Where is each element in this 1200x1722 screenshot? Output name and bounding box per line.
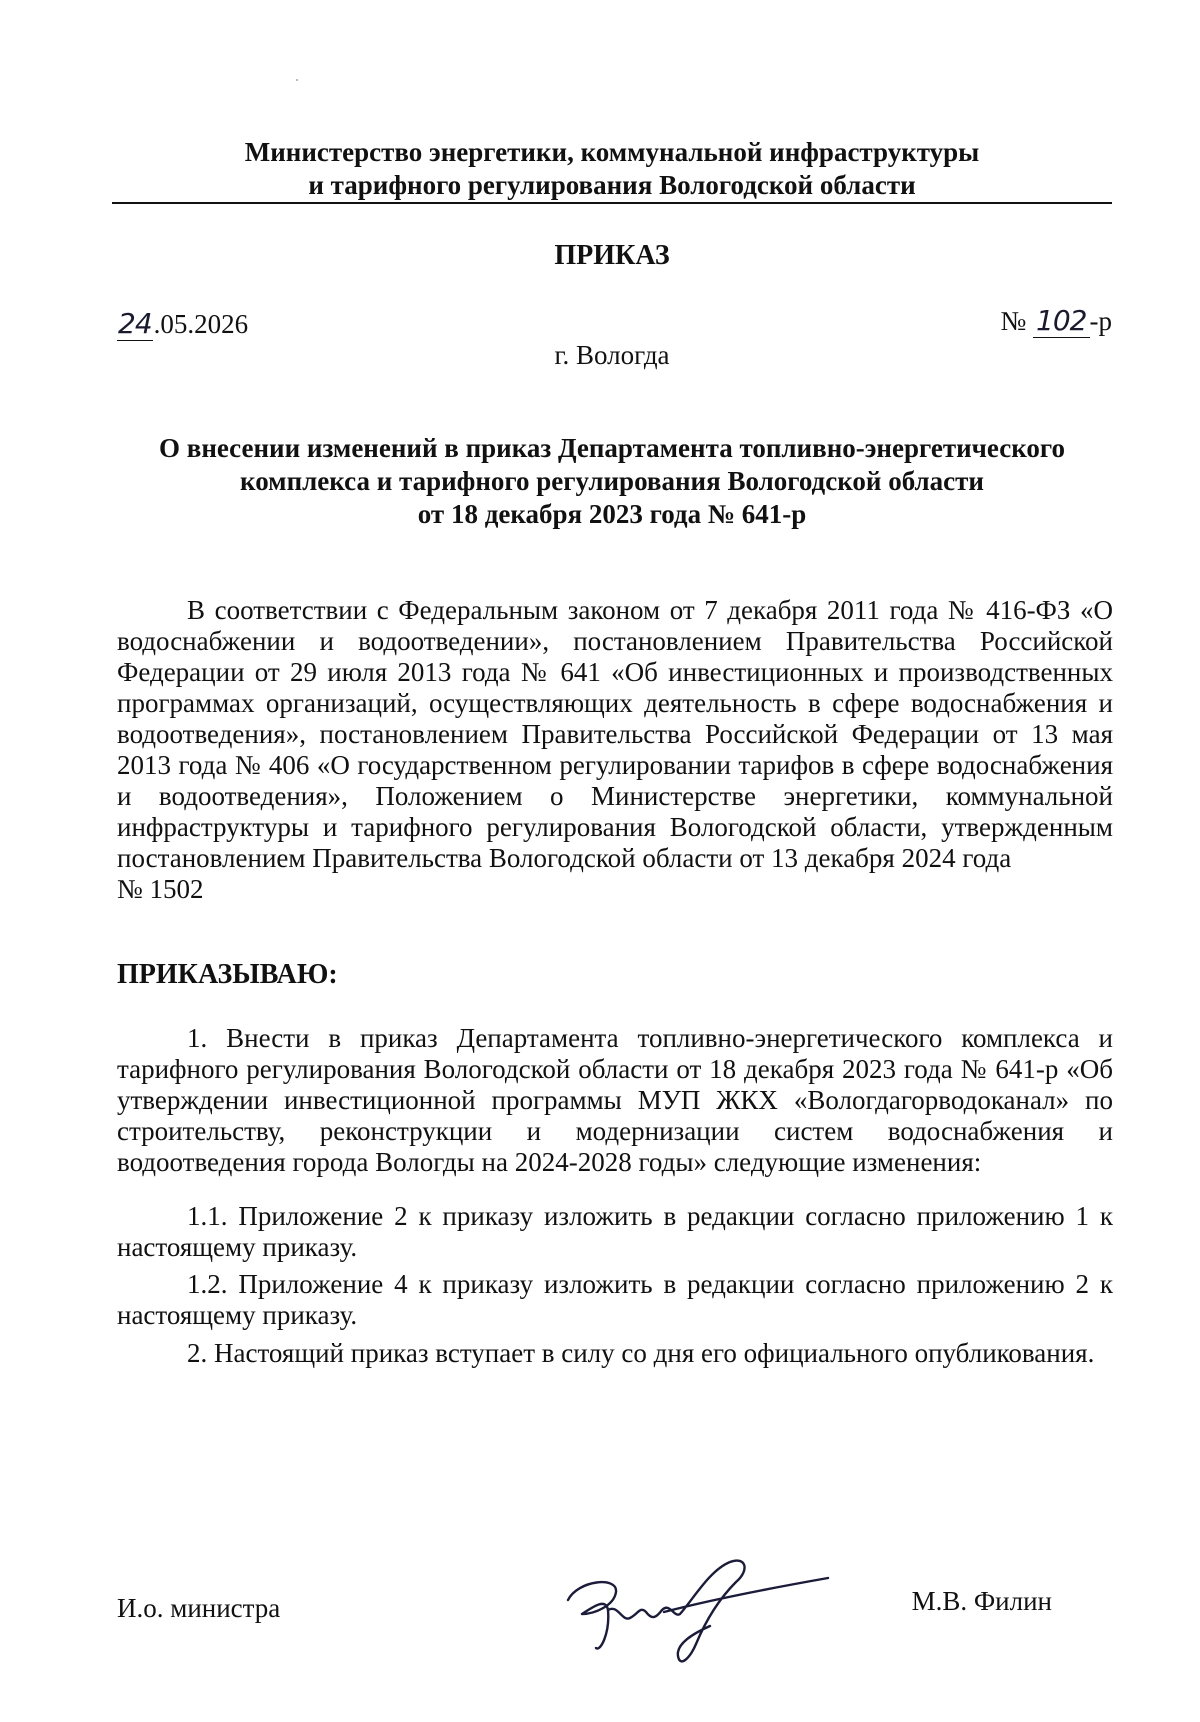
item-2: 2. Настоящий приказ вступает в силу со дня его официального опубликования. bbox=[187, 1338, 1095, 1368]
document-number bbox=[1001, 305, 1112, 338]
item-1: 1. Внести в приказ Департамента топливно-энергетического комплекса и тарифного регулирования Вологодской области от 18 декабря 2023 года № 641-р «Об утверждении инвестиционной программы МУП ЖКХ «Вологдагорводоканал» по строительству, реконструкции и модернизации систем водоснабжения и водоотведения города Вологды на 2024-2028 годы» следующие изменения: bbox=[117, 1023, 1113, 1177]
preamble-last-line: № 1502 bbox=[117, 874, 204, 904]
signatory-position: И.о. министра bbox=[117, 1593, 281, 1623]
document-title bbox=[112, 432, 1112, 531]
item-1-1: 1.1. Приложение 2 к приказу изложить в редакции согласно приложению 1 к настоящему приказу. bbox=[117, 1201, 1113, 1262]
ministry-header bbox=[112, 136, 1112, 202]
handwritten-number: 102 bbox=[1033, 305, 1089, 338]
order-word: ПРИКАЗЫВАЮ: bbox=[117, 959, 338, 990]
item-1-2: 1.2. Приложение 4 к приказу изложить в редакции согласно приложению 2 к настоящему приказу. bbox=[117, 1269, 1113, 1330]
handwritten-signature bbox=[560, 1548, 840, 1678]
document-type: ПРИКАЗ bbox=[554, 240, 670, 271]
title-line-3: от 18 декабря 2023 года № 641-р bbox=[417, 499, 807, 529]
handwritten-day: 24 bbox=[118, 307, 152, 340]
document-city: г. Вологда bbox=[554, 340, 670, 370]
signatory-name: М.В. Филин bbox=[911, 1586, 1052, 1616]
header-divider bbox=[112, 202, 1112, 204]
title-line-2: комплекса и тарифного регулирования Вологодской области bbox=[240, 466, 984, 496]
date-month-year: .05.2026 bbox=[153, 309, 249, 339]
number-suffix: -р bbox=[1089, 306, 1112, 336]
preamble-text: В соответствии с Федеральным законом от 7 декабря 2011 года № 416-ФЗ «О водоснабжении и водоотведении», постановлением Правительства Российской Федерации от 29 июля 2013 года № 641 «Об инвестиционных и производственных программах организаций, осуществляющих деятельность в сфере водоснабжения и водоотведения», постановлением Правительства Российской Федерации от 13 мая 2013 года № 406 «О государственном регулировании тарифов в сфере водоснабжения и водоотведения», Положением о Министерстве энергетики, коммунальной инфраструктуры и тарифного регулирования Вологодской области, утвержденным постановлением Правительства Вологодской области от 13 декабря 2024 года bbox=[117, 595, 1113, 873]
scan-speck bbox=[296, 79, 298, 81]
ministry-line-2: и тарифного регулирования Вологодской области bbox=[308, 170, 916, 200]
ministry-line-1: Министерство энергетики, коммунальной инфраструктуры bbox=[244, 137, 980, 167]
number-prefix: № bbox=[1000, 306, 1027, 336]
title-line-1: О внесении изменений в приказ Департамента топливно-энергетического bbox=[158, 433, 1065, 463]
preamble-paragraph bbox=[117, 595, 1113, 905]
document-date bbox=[117, 308, 248, 341]
